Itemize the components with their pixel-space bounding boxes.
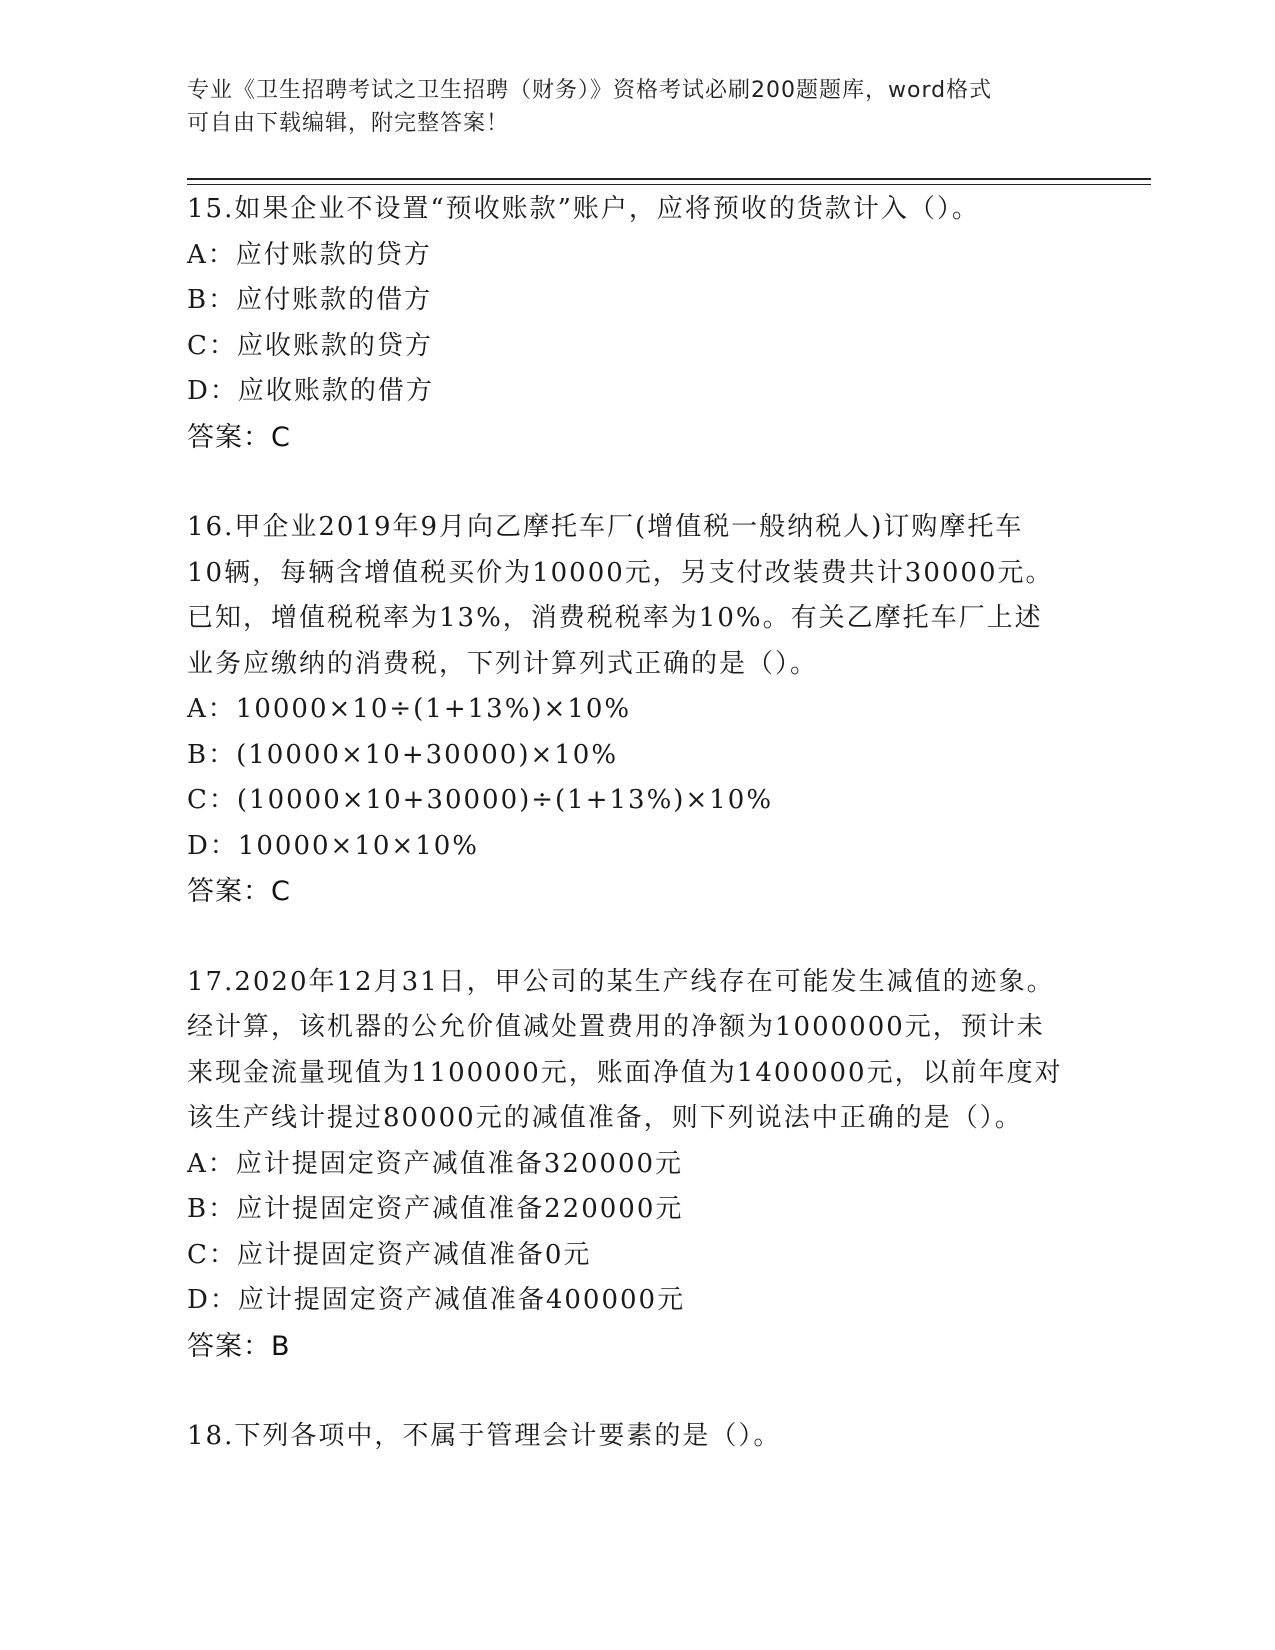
header-line-2: 可自由下载编辑，附完整答案！ bbox=[187, 111, 510, 136]
option-b: B：(10000×10+30000)×10% bbox=[187, 739, 619, 770]
option-a: A：应计提固定资产减值准备320000元 bbox=[187, 1148, 684, 1179]
option-c: C：应计提固定资产减值准备0元 bbox=[187, 1239, 592, 1270]
question-stem: 15.如果企业不设置“预收账款”账户，应将预收的货款计入（）。 bbox=[187, 194, 980, 224]
option-d: D：应收账款的借方 bbox=[187, 376, 434, 406]
question-stem: 16.甲企业2019年9月向乙摩托车厂(增值税一般纳税人)订购摩托车 bbox=[187, 512, 1024, 542]
option-c: C：(10000×10+30000)÷(1+13%)×10% bbox=[187, 785, 774, 815]
option-d: D：应计提固定资产减值准备400000元 bbox=[187, 1285, 686, 1315]
question-stem: 该生产线计提过80000元的减值准备，则下列说法中正确的是（）。 bbox=[187, 1103, 1023, 1133]
question-17 bbox=[187, 960, 1087, 1370]
option-c: C：应收账款的贷方 bbox=[187, 330, 433, 361]
question-stem: 经计算，该机器的公允价值减处置费用的净额为1000000元，预计未 bbox=[187, 1012, 1045, 1042]
option-a: A：应付账款的贷方 bbox=[187, 239, 432, 270]
answer-line: 答案：B bbox=[187, 1330, 291, 1362]
question-stem: 17.2020年12月31日，甲公司的某生产线存在可能发生减值的迹象。 bbox=[187, 966, 1055, 997]
header-divider-thin bbox=[187, 184, 1151, 185]
question-stem: 已知，增值税税率为13%，消费税税率为10%。有关乙摩托车厂上述 bbox=[187, 603, 1043, 633]
answer-line: 答案：C bbox=[187, 421, 291, 453]
header-line-1: 专业《卫生招聘考试之卫生招聘（财务）》资格考试必刷200题题库，word格式 bbox=[187, 78, 993, 103]
question-stem: 10辆，每辆含增值税买价为10000元，另支付改装费共计30000元。 bbox=[187, 557, 1054, 588]
question-stem: 来现金流量现值为1100000元，账面净值为1400000元，以前年度对 bbox=[187, 1057, 1063, 1088]
question-16 bbox=[187, 505, 1087, 915]
option-d: D：10000×10×10% bbox=[187, 830, 479, 861]
option-b: B：应付账款的借方 bbox=[187, 285, 433, 315]
header-divider-thick bbox=[187, 178, 1151, 180]
answer-line: 答案：C bbox=[187, 876, 291, 907]
document-header bbox=[187, 74, 1067, 140]
question-stem: 业务应缴纳的消费税，下列计算列式正确的是（）。 bbox=[187, 648, 819, 679]
question-stem: 18.下列各项中，不属于管理会计要素的是（）。 bbox=[187, 1421, 782, 1451]
option-a: A：10000×10÷(1+13%)×10% bbox=[187, 694, 632, 724]
question-18 bbox=[187, 1414, 1087, 1460]
question-list bbox=[187, 187, 1087, 1505]
option-b: B：应计提固定资产减值准备220000元 bbox=[187, 1194, 684, 1224]
question-15 bbox=[187, 187, 1087, 460]
